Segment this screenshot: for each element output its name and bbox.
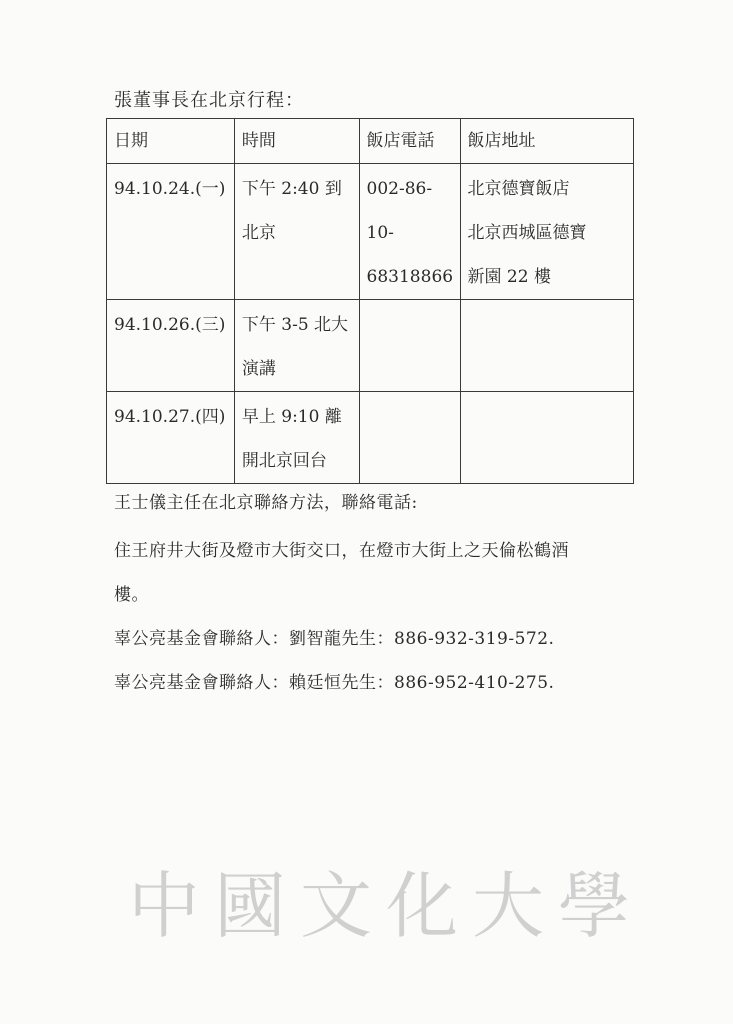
cell-time <box>234 392 359 484</box>
date-text: 94.10.27.(四) <box>114 407 226 427</box>
contact-person-2: 辜公亮基金會聯絡人：賴廷恒先生：886-952-410-275. <box>114 673 555 693</box>
contact-intro: 王士儀主任在北京聯絡方法，聯絡電話: <box>114 493 418 513</box>
cell-phone <box>359 392 460 484</box>
date-text: 94.10.24.(一) <box>114 179 226 199</box>
time-line: 北京 <box>241 223 276 243</box>
table-row <box>107 392 634 484</box>
cell-date <box>107 164 235 300</box>
page-title: 張董事長在北京行程： <box>114 90 304 111</box>
time-line: 開北京回台 <box>241 451 327 471</box>
address-line: 北京德寶飯店 <box>467 179 570 199</box>
time-line: 早上 9:10 離 <box>241 407 342 427</box>
phone-line: 68318866 <box>366 267 454 287</box>
cell-date <box>107 300 235 392</box>
time-line: 下午 3-5 北大 <box>241 315 349 335</box>
table-header-row <box>107 119 634 164</box>
time-line: 下午 2:40 到 <box>241 179 342 199</box>
contact-person-1: 辜公亮基金會聯絡人：劉智龍先生：886-932-319-572. <box>114 629 555 649</box>
cell-address <box>460 164 633 300</box>
header-date: 日期 <box>107 119 235 164</box>
address-paragraph: 住王府井大街及燈市大街交口，在燈市大街上之天倫松鶴酒 <box>114 541 569 561</box>
address-paragraph-end: 樓。 <box>114 585 149 605</box>
schedule-table <box>106 118 634 484</box>
cell-phone <box>359 300 460 392</box>
cell-phone <box>359 164 460 300</box>
table-row <box>107 164 634 300</box>
cell-address <box>460 392 633 484</box>
cell-address <box>460 300 633 392</box>
header-hotel-phone: 飯店電話 <box>359 119 460 164</box>
header-hotel-address: 飯店地址 <box>460 119 633 164</box>
cell-time <box>234 164 359 300</box>
header-time: 時間 <box>234 119 359 164</box>
date-text: 94.10.26.(三) <box>114 315 226 335</box>
cell-time <box>234 300 359 392</box>
address-line: 北京西城區德寶 <box>467 223 587 243</box>
time-line: 演講 <box>241 359 276 379</box>
cell-date <box>107 392 235 484</box>
address-line: 新園 22 樓 <box>467 267 551 287</box>
table-row <box>107 300 634 392</box>
phone-line: 002-86-10- <box>366 179 433 243</box>
university-watermark: 中國文化大學 <box>128 864 645 948</box>
